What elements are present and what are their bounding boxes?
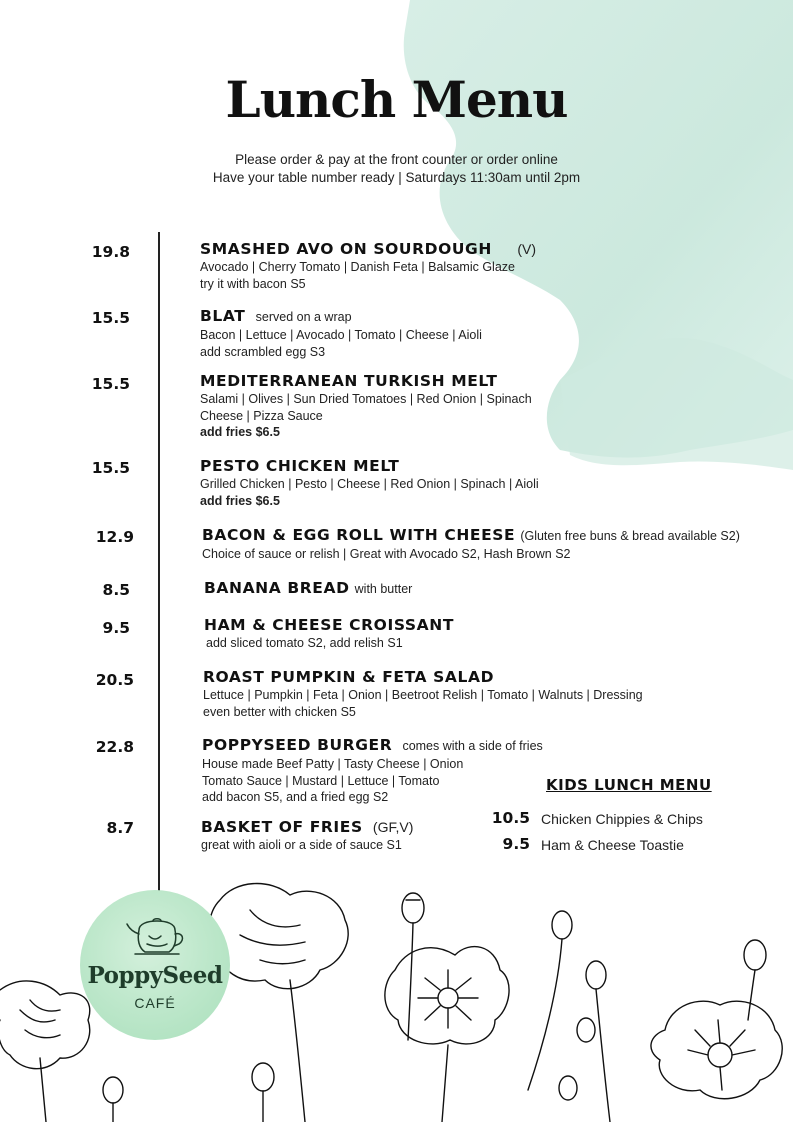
item-description: Choice of sauce or relish | Great with Avocado S2, Hash Brown S2 <box>202 547 571 561</box>
item-extra: add scrambled egg S3 <box>200 344 326 359</box>
item-extra: try it with bacon S5 <box>200 276 306 291</box>
item-description: add sliced tomato S2, add relish S1 <box>206 636 403 650</box>
poppy-flower-centerleft <box>210 884 349 1122</box>
item-name: HAM & CHEESE CROISSANT <box>204 616 454 634</box>
order-instructions: Please order & pay at the front counter or order online <box>235 152 558 167</box>
price-divider <box>158 232 160 900</box>
kids-menu-title: KIDS LUNCH MENU <box>546 776 712 794</box>
item-note: (Gluten free buns & bread available S2) <box>520 529 740 543</box>
item-note: served on a wrap <box>255 310 352 324</box>
logo-subtitle: CAFÉ <box>134 995 176 1011</box>
item-name: ROAST PUMPKIN & FETA SALAD <box>203 668 495 686</box>
kids-item-price: 9.5 <box>502 835 530 853</box>
menu-title: Lunch Menu <box>225 70 568 129</box>
menu-item <box>204 615 454 652</box>
logo-name: PoppySeed <box>87 962 223 989</box>
menu-item <box>204 578 412 599</box>
item-name: SMASHED AVO ON SOURDOUGH <box>200 240 492 258</box>
menu-item <box>203 667 643 720</box>
item-extra: add fries $6.5 <box>200 493 280 508</box>
menu-item <box>200 371 532 441</box>
poppy-bud-5 <box>252 1063 274 1122</box>
cafe-logo <box>80 890 230 1040</box>
poppy-bud-7 <box>559 1018 595 1100</box>
item-tag: (GF,V) <box>372 819 414 835</box>
poppy-bud-6 <box>103 1077 123 1122</box>
item-description: House made Beef Patty | Tasty Cheese | Onion <box>202 757 464 771</box>
item-price: 15.5 <box>91 375 130 393</box>
item-name: PESTO CHICKEN MELT <box>200 457 400 475</box>
item-price: 15.5 <box>91 459 130 477</box>
kids-item-name: Chicken Chippies & Chips <box>541 811 703 827</box>
menu-item <box>200 239 536 292</box>
item-description: great with aioli or a side of sauce S1 <box>201 838 402 852</box>
menu-item <box>202 525 740 563</box>
item-name: BACON & EGG ROLL WITH CHEESE <box>202 526 516 544</box>
item-price: 9.5 <box>102 619 130 637</box>
item-note: comes with a side of fries <box>402 739 543 753</box>
item-extra: even better with chicken S5 <box>203 704 356 719</box>
item-price: 22.8 <box>95 738 134 756</box>
item-description: Salami | Olives | Sun Dried Tomatoes | Red Onion | Spinach <box>200 392 532 406</box>
item-extra: add fries $6.5 <box>200 425 280 439</box>
service-hours: Have your table number ready | Saturdays 11:30am until 2pm <box>212 170 581 185</box>
item-description: Grilled Chicken | Pesto | Cheese | Red Onion | Spinach | Aioli <box>200 477 539 491</box>
item-description-cont: Cheese | Pizza Sauce <box>200 408 323 423</box>
item-note: with butter <box>354 582 413 596</box>
item-extra: add bacon S5, and a fried egg S2 <box>202 790 389 804</box>
item-description: Avocado | Cherry Tomato | Danish Feta | Balsamic Glaze <box>200 260 515 274</box>
item-description: Lettuce | Pumpkin | Feta | Onion | Beetroot Relish | Tomato | Walnuts | Dressing <box>203 688 643 702</box>
poppy-bud-2 <box>528 911 572 1090</box>
menu-item <box>200 456 539 509</box>
item-name: BLAT <box>200 307 246 325</box>
teapot-icon <box>125 914 189 958</box>
kids-item-name: Ham & Cheese Toastie <box>541 837 684 853</box>
item-name: BASKET OF FRIES <box>201 818 363 836</box>
item-price: 8.5 <box>102 581 130 599</box>
item-price: 15.5 <box>91 309 130 327</box>
kids-item-price: 10.5 <box>491 809 530 827</box>
item-price: 20.5 <box>95 671 134 689</box>
item-description-cont: Tomato Sauce | Mustard | Lettuce | Tomato <box>202 773 440 788</box>
menu-item <box>201 817 413 854</box>
poppy-flower-right <box>651 1001 782 1099</box>
item-name: MEDITERRANEAN TURKISH MELT <box>200 372 498 390</box>
menu-item <box>202 735 543 806</box>
poppy-bud-1 <box>402 893 424 1040</box>
poppy-flower-left <box>0 981 90 1122</box>
poppy-bud-4 <box>744 940 766 1020</box>
poppy-flower-center <box>385 947 509 1122</box>
item-name: BANANA BREAD <box>204 579 350 597</box>
item-price: 8.7 <box>106 819 134 837</box>
item-description: Bacon | Lettuce | Avocado | Tomato | Cheese | Aioli <box>200 328 482 342</box>
menu-item <box>200 306 482 360</box>
item-name: POPPYSEED BURGER <box>202 736 393 754</box>
item-price: 19.8 <box>91 243 130 261</box>
item-tag: (V) <box>517 241 537 257</box>
item-price: 12.9 <box>95 528 134 546</box>
